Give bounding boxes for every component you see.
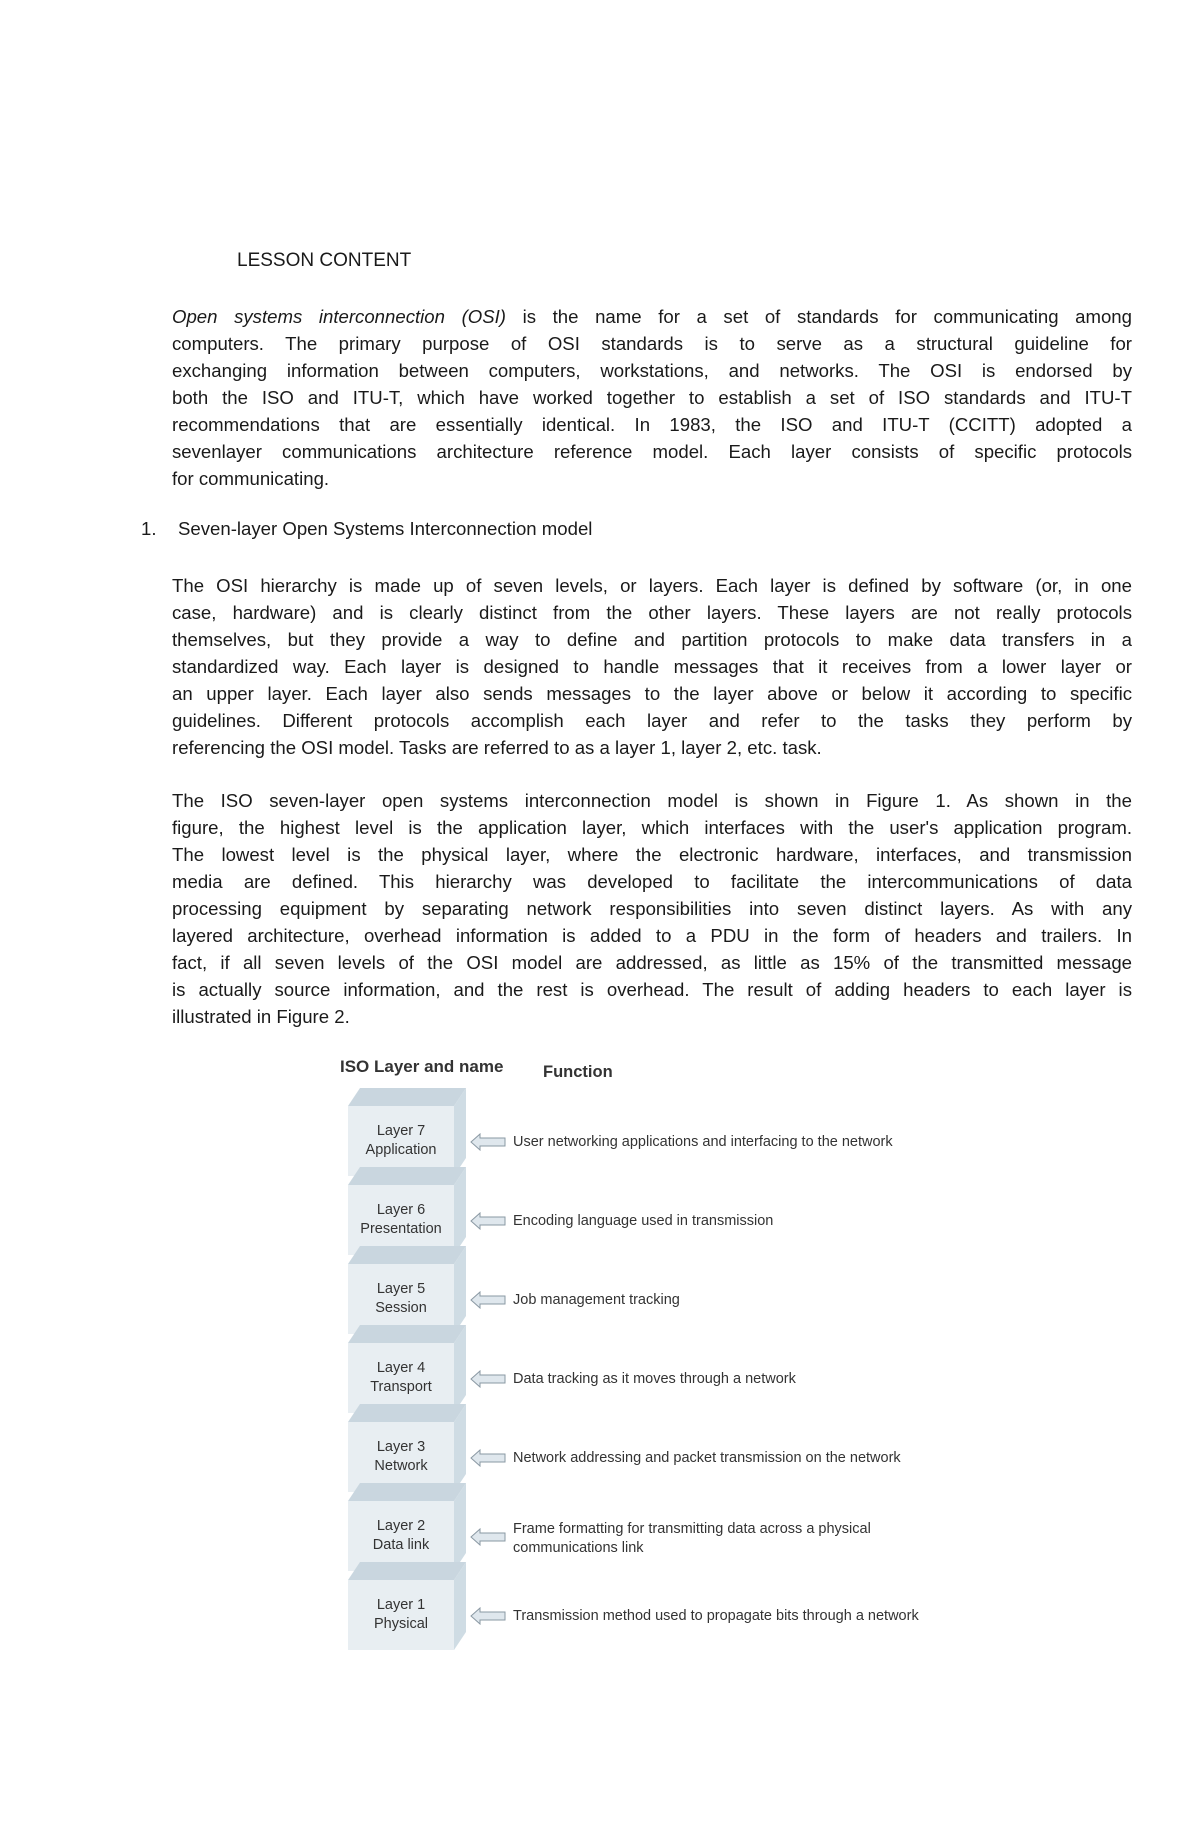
text-line (172, 330, 1132, 357)
left-arrow-icon (470, 1370, 506, 1388)
text-line: standardized way. Each layer is designed to handle messages that it receives from a lower layer or (172, 656, 1132, 677)
lesson-title: LESSON CONTENT (237, 250, 412, 271)
section-number: 1. (141, 518, 157, 539)
layer-name: Transport (370, 1379, 432, 1395)
layer-function: Encoding language used in transmission (513, 1213, 774, 1229)
block-top (348, 1088, 466, 1106)
text-line: The ISO seven-layer open systems interconnection model is shown in Figure 1. As shown in the (172, 790, 1132, 811)
layer-function: Frame formatting for transmitting data across a physical communications link (513, 1521, 871, 1556)
line-text: recommendations that are essentially identical. In 1983, the ISO and ITU-T (CCITT) adopted a (172, 414, 1132, 435)
figure-header-layer: ISO Layer and name (340, 1057, 504, 1076)
layer-name: Physical (374, 1616, 428, 1632)
text-line (172, 465, 1132, 492)
section-heading: Seven-layer Open Systems Interconnection model (178, 518, 593, 539)
text-line: case, hardware) and is clearly distinct from the other layers. These layers are not really protocols (172, 602, 1132, 623)
text-line: themselves, but they provide a way to define and partition protocols to make data transfers in a (172, 629, 1132, 650)
text-line: processing equipment by separating network responsibilities into seven distinct layers. As with any (172, 898, 1132, 919)
text-line: referencing the OSI model. Tasks are referred to as a layer 1, layer 2, etc. task. (172, 737, 822, 758)
line-text: sevenlayer communications architecture reference model. Each layer consists of specific protocols (172, 441, 1132, 462)
line-text: exchanging information between computers, workstations, and networks. The OSI is endorsed by (172, 360, 1132, 381)
layer-function: Data tracking as it moves through a network (513, 1371, 796, 1387)
layer-name: Session (375, 1300, 427, 1316)
layer-block (348, 1167, 466, 1255)
text-line: The OSI hierarchy is made up of seven levels, or layers. Each layer is defined by software (or, in one (172, 575, 1132, 596)
block-front (348, 1185, 454, 1255)
left-arrow-icon (470, 1449, 506, 1467)
block-top (348, 1246, 466, 1264)
block-top (348, 1562, 466, 1580)
block-top (348, 1483, 466, 1501)
iso-model-paragraph (172, 787, 1132, 1030)
layer-number: Layer 1 (376, 1597, 426, 1613)
layer-number: Layer 4 (376, 1360, 426, 1376)
block-front (348, 1501, 454, 1571)
text-line (172, 438, 1132, 465)
left-arrow-icon (470, 1528, 506, 1546)
layer-function: User networking applications and interfacing to the network (513, 1134, 893, 1150)
figure-header-function: Function (543, 1063, 613, 1081)
text-line: is actually source information, and the rest is overhead. The result of adding headers to each layer is (172, 979, 1132, 1000)
layer-number: Layer 6 (376, 1202, 426, 1218)
layer-number: Layer 7 (376, 1123, 426, 1139)
text-line: illustrated in Figure 2. (172, 1006, 350, 1027)
layer-name: Application (365, 1142, 437, 1158)
text-line: The lowest level is the physical layer, where the electronic hardware, interfaces, and transmission (172, 844, 1132, 865)
left-arrow-icon (470, 1133, 506, 1151)
italic-term: Open systems interconnection (OSI) (172, 306, 506, 327)
text-line: figure, the highest level is the application layer, which interfaces with the user's application program. (172, 817, 1132, 838)
text-line (172, 384, 1132, 411)
text-line: fact, if all seven levels of the OSI model are addressed, as little as 15% of the transmitted message (172, 952, 1132, 973)
layer-function: Job management tracking (513, 1292, 680, 1308)
line-text: for communicating. (172, 468, 330, 489)
left-arrow-icon (470, 1607, 506, 1625)
text-line: layered architecture, overhead information is added to a PDU in the form of headers and trailers. In (172, 925, 1132, 946)
layer-name: Data link (372, 1537, 430, 1553)
block-front (348, 1343, 454, 1413)
left-arrow-icon (470, 1212, 506, 1230)
layer-block (348, 1483, 466, 1571)
layer-function: Transmission method used to propagate bits through a network (513, 1608, 919, 1624)
block-front (348, 1106, 454, 1176)
layer-number: Layer 2 (376, 1518, 426, 1534)
osi-hierarchy-paragraph (172, 572, 1132, 761)
layer-block (348, 1088, 466, 1176)
layer-number: Layer 5 (376, 1281, 426, 1297)
layer-name: Presentation (360, 1221, 442, 1237)
block-top (348, 1404, 466, 1422)
text-line: guidelines. Different protocols accomplish each layer and refer to the tasks they perform by (172, 710, 1132, 731)
block-top (348, 1325, 466, 1343)
block-front (348, 1264, 454, 1334)
text-line: media are defined. This hierarchy was developed to facilitate the intercommunications of data (172, 871, 1132, 892)
layer-block (348, 1404, 466, 1492)
layer-name: Network (374, 1458, 428, 1474)
layer-function: Network addressing and packet transmission on the network (513, 1450, 901, 1466)
layer-block (348, 1246, 466, 1334)
intro-paragraph (172, 303, 1132, 492)
block-front (348, 1422, 454, 1492)
text-line: an upper layer. Each layer also sends messages to the layer above or below it according to specific (172, 683, 1132, 704)
layer-block (348, 1562, 466, 1650)
line-text: both the ISO and ITU-T, which have worked together to establish a set of ISO standards and ITU-T (172, 387, 1132, 408)
text-line (172, 411, 1132, 438)
left-arrow-icon (470, 1291, 506, 1309)
layer-number: Layer 3 (376, 1439, 426, 1455)
block-top (348, 1167, 466, 1185)
text-line (172, 303, 1132, 330)
block-front (348, 1580, 454, 1650)
line-text: computers. The primary purpose of OSI standards is to serve as a structural guideline for (172, 333, 1132, 354)
line-text: is the name for a set of standards for communicating among (506, 306, 1132, 327)
layer-block (348, 1325, 466, 1413)
text-line (172, 357, 1132, 384)
